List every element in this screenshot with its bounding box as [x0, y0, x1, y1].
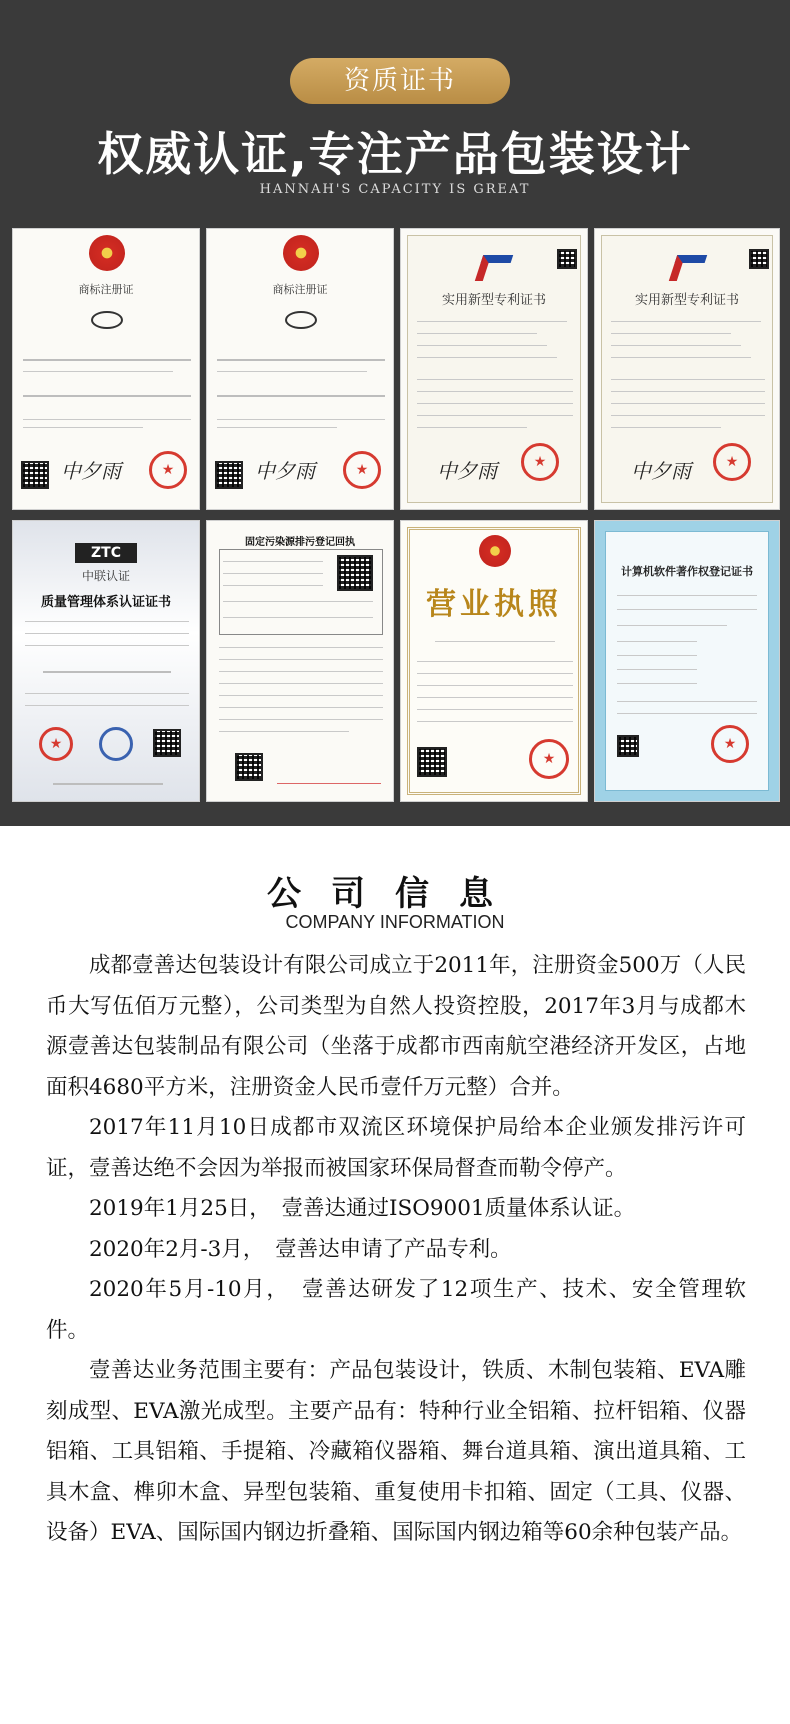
certificate-title: 计算机软件著作权登记证书	[621, 565, 753, 578]
section-subtitle: COMPANY INFORMATION	[285, 912, 505, 932]
qr-code-icon	[21, 461, 49, 489]
certificate-title: 质量管理体系认证证书	[40, 595, 171, 610]
certificate-title: 营业执照	[426, 587, 562, 622]
paragraph: 2020年2月-3月， 壹善达申请了产品专利。	[89, 1236, 512, 1262]
qr-code-icon	[417, 747, 447, 777]
signature-icon: 中夕雨	[437, 459, 497, 483]
certificate-title: 商标注册证	[78, 283, 134, 296]
official-seal-icon	[521, 443, 559, 481]
national-emblem-icon	[283, 235, 319, 271]
paragraph: 2020年5月-10月， 壹善达研发了12项生产、技术、安全管理软件。	[46, 1277, 746, 1343]
official-seal-icon	[713, 443, 751, 481]
official-seal-icon	[711, 725, 749, 763]
signature-icon: 中夕雨	[631, 459, 691, 483]
certificate-title: 实用新型专利证书	[441, 293, 546, 308]
section-pill-label: 资质证书	[290, 58, 510, 104]
certificate-patent-2	[594, 228, 780, 510]
paragraph: 2019年1月25日， 壹善达通过ISO9001质量体系认证。	[89, 1196, 636, 1221]
certification-body-label: 中联认证	[81, 569, 130, 583]
official-seal-icon	[529, 739, 569, 779]
qr-code-icon	[749, 249, 769, 269]
company-logo-icon	[285, 311, 317, 329]
banner-headline: 权威认证,专注产品包装设计	[97, 127, 693, 181]
ztc-seal-icon	[99, 727, 133, 761]
national-emblem-icon	[89, 235, 125, 271]
certificate-trademark-2	[206, 228, 394, 510]
certificate-patent-1	[400, 228, 588, 510]
certificates-banner	[0, 0, 790, 826]
official-seal-icon	[39, 727, 73, 761]
certificate-title: 固定污染源排污登记回执	[245, 537, 355, 548]
official-seal-icon	[149, 451, 187, 489]
qr-code-icon	[337, 555, 373, 591]
certificate-title: 商标注册证	[272, 283, 328, 296]
company-logo-icon	[91, 311, 123, 329]
qr-code-icon	[557, 249, 577, 269]
signature-icon: 中夕雨	[61, 459, 121, 483]
banner-subline: HANNAH'S CAPACITY IS GREAT	[259, 182, 531, 197]
national-emblem-icon	[479, 535, 511, 567]
qr-code-icon	[617, 735, 639, 757]
certificate-trademark-1	[12, 228, 200, 510]
company-description	[46, 946, 746, 1554]
paragraph: 成都壹善达包装设计有限公司成立于2011年，注册资金500万（人民币大写伍佰万元整），公司类型为自然人投资控股，2017年3月与成都木源壹善达包装制品有限公司（坐落于成都市西南航空港经济开发区，占地面积4680平方米，注册资金人民币壹仟万元整）合并。	[46, 953, 746, 1100]
certificate-title: 实用新型专利证书	[634, 293, 739, 308]
certificate-quality-management	[12, 520, 200, 802]
certificate-business-license	[400, 520, 588, 802]
paragraph: 壹善达业务范围主要有：产品包装设计，铁质、木制包装箱、EVA雕刻成型、EVA激光成型。主要产品有：特种行业全铝箱、拉杆铝箱、仪器铝箱、工具铝箱、手提箱、冷藏箱仪器箱、舞台道具箱、演出道具箱、工具木盒、榫卯木盒、异型包装箱、重复使用卡扣箱、固定（工具、仪器、设备）EVA、国际国内钢边折叠箱、国际国内钢边箱等60余种包装产品。	[46, 1358, 746, 1545]
qr-code-icon	[153, 729, 181, 757]
ztc-logo-icon: ZTC	[75, 543, 137, 563]
qr-code-icon	[235, 753, 263, 781]
official-seal-icon	[343, 451, 381, 489]
qr-code-icon	[215, 461, 243, 489]
section-title: 公司信息	[267, 874, 523, 914]
signature-icon: 中夕雨	[255, 459, 315, 483]
certificate-pollution-registration	[206, 520, 394, 802]
certificate-software-copyright	[594, 520, 780, 802]
paragraph: 2017年11月10日成都市双流区环境保护局给本企业颁发排污许可证，壹善达绝不会因为举报而被国家环保局督查而勒令停产。	[46, 1115, 746, 1181]
